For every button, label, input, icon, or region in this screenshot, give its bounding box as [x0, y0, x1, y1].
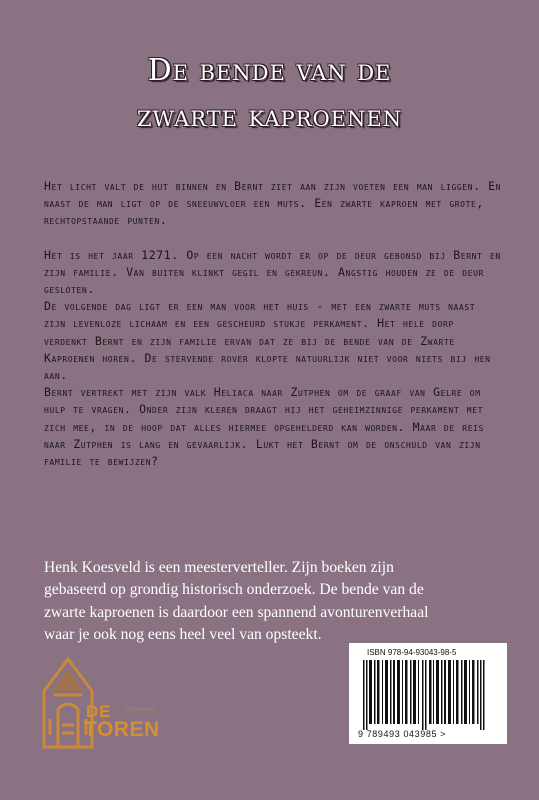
book-title-line1: De bende van de: [147, 53, 392, 88]
book-title-line2: zwarte kaproenen: [136, 99, 403, 134]
blurb-paragraph-3: De volgende dag ligt er een man voor het huis - met een zwarte muts naast zijn levenloze lichaam en een gescheurd stukje perkament. Het hele dorp verdenkt Bernt en zijn familie ervan dat ze bij de bende van de Zwarte Kaproenen horen. De stervende rover klopte natuurlijk niet voor niets bij hen aan.: [44, 299, 491, 383]
blurb-text: [44, 178, 502, 470]
publisher-name-toren: TOREN: [84, 718, 160, 741]
publisher-name-de: DE: [86, 702, 112, 721]
author-bio-line4: waar je ook nog eens heel veel van opsteekt.: [44, 626, 322, 644]
author-bio-line1: Henk Koesveld is een meesterverteller. Zijn boeken zijn: [44, 559, 394, 576]
book-title: [0, 48, 539, 140]
blurb-paragraph-1: Het licht valt de hut binnen en Bernt ziet aan zijn voeten een man liggen. En naast de man ligt op de sneeuwvloer een muts. Een zwarte kaproen met grote, rechtopstaande punten.: [44, 179, 502, 228]
barcode-icon: [361, 660, 493, 730]
author-bio-line3: zwarte kaproenen is daardoor een spannend avonturenverhaal: [44, 603, 429, 621]
publisher-small-text: UITGEVERIJ: [124, 707, 157, 713]
isbn-label: ISBN 978-94-93043-98-5: [367, 648, 457, 657]
author-bio: [44, 557, 504, 647]
barcode-digits: 9 789493 043985 >: [358, 729, 447, 739]
author-bio-line2: gebaseerd op grondig historisch onderzoek. De bende van de: [44, 581, 424, 599]
blurb-paragraph-4: Bernt vertrekt met zijn valk Heliaca naar Zutphen om de graaf van Gelre om hulp te vragen. Onder zijn kleren draagt hij het geheimzinnige perkament met zich mee, in de hoop dat alles hiermee opgehelderd kan worden. Maar de reis naar Zutphen is lang en gevaarlijk. Lukt het Bernt om de onschuld van zijn familie te bewijzen?: [44, 385, 484, 469]
isbn-barcode: [349, 643, 507, 744]
blurb-paragraph-2: Het is het jaar 1271. Op een nacht wordt er op de deur gebonsd bij Bernt en zijn familie. Van buiten klinkt gegil en gekreun. Angstig houden ze de deur gesloten.: [44, 247, 501, 297]
